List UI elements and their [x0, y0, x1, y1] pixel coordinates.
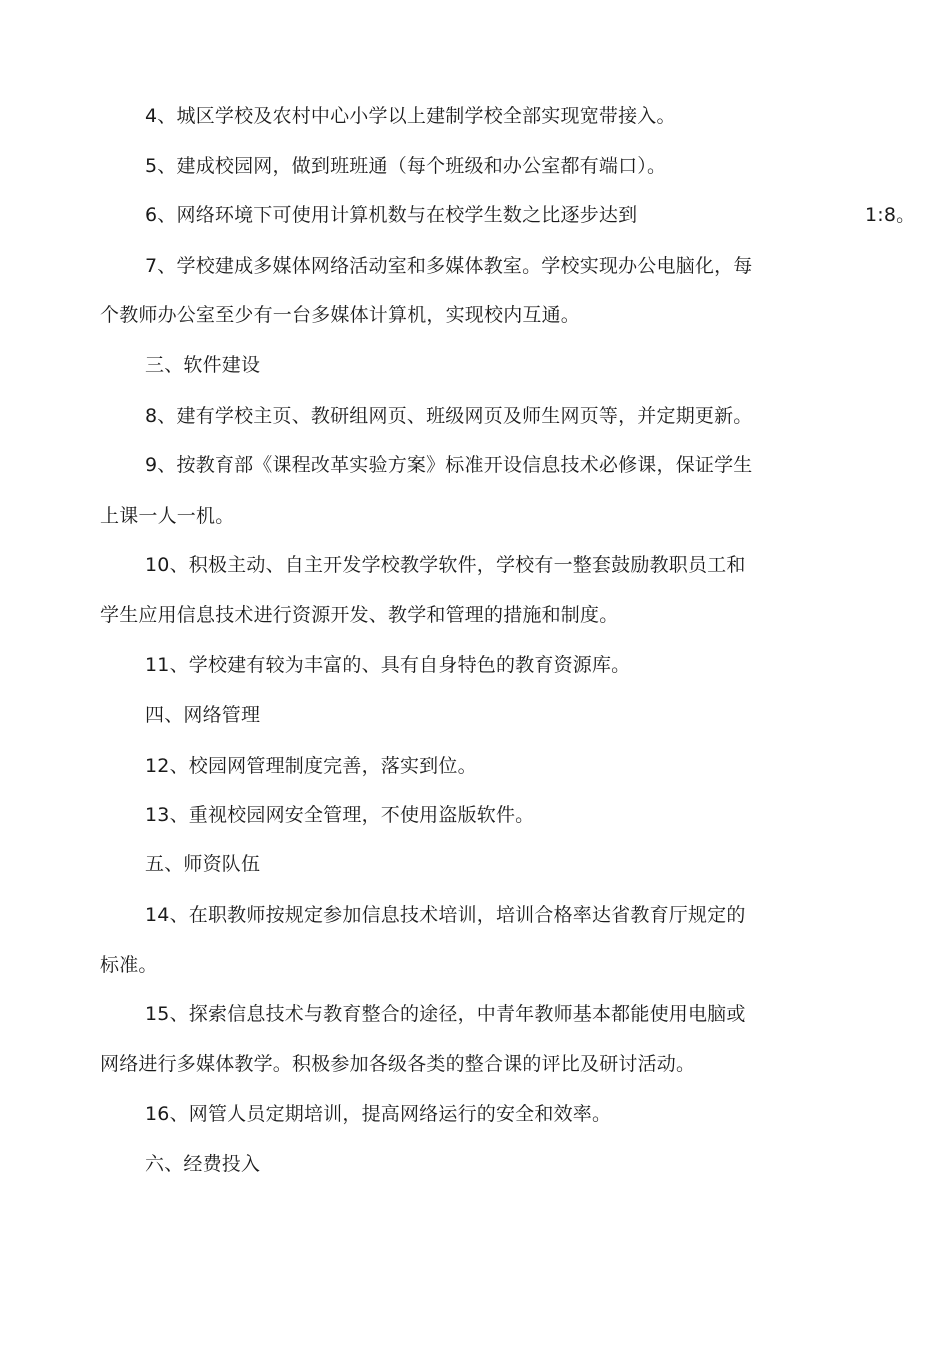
item-7-continued: 个教师办公室至少有一台多媒体计算机，实现校内互通。	[100, 304, 581, 326]
item-9: 9、按教育部《课程改革实验方案》标准开设信息技术必修课，保证学生	[145, 454, 753, 476]
item-5: 5、建成校园网，做到班班通（每个班级和办公室都有端口）。	[145, 155, 667, 177]
section-heading-network: 四、网络管理	[145, 704, 261, 726]
section-heading-funding: 六、经费投入	[145, 1153, 261, 1175]
section-heading-teachers: 五、师资队伍	[145, 853, 261, 875]
item-16: 16、网管人员定期培训，提高网络运行的安全和效率。	[145, 1103, 612, 1125]
item-6-ratio: 1:8。	[865, 204, 916, 226]
item-12: 12、校园网管理制度完善，落实到位。	[145, 755, 477, 777]
item-15-continued: 网络进行多媒体教学。积极参加各级各类的整合课的评比及研讨活动。	[100, 1053, 696, 1075]
item-10-continued: 学生应用信息技术进行资源开发、教学和管理的措施和制度。	[100, 604, 619, 626]
section-heading-software: 三、软件建设	[145, 354, 261, 376]
item-11: 11、学校建有较为丰富的、具有自身特色的教育资源库。	[145, 654, 631, 676]
item-6	[145, 201, 916, 229]
item-4: 4、城区学校及农村中心小学以上建制学校全部实现宽带接入。	[145, 105, 676, 127]
item-9-continued: 上课一人一机。	[100, 505, 235, 527]
item-7: 7、学校建成多媒体网络活动室和多媒体教室。学校实现办公电脑化，每	[145, 255, 753, 277]
item-8: 8、建有学校主页、教研组网页、班级网页及师生网页等，并定期更新。	[145, 405, 753, 427]
item-15: 15、探索信息技术与教育整合的途径，中青年教师基本都能使用电脑或	[145, 1003, 746, 1025]
item-14-continued: 标准。	[100, 954, 158, 976]
item-14: 14、在职教师按规定参加信息技术培训，培训合格率达省教育厅规定的	[145, 904, 746, 926]
item-10: 10、积极主动、自主开发学校教学软件，学校有一整套鼓励教职员工和	[145, 554, 746, 576]
item-13: 13、重视校园网安全管理，不使用盗版软件。	[145, 804, 535, 826]
item-6-text: 6、网络环境下可使用计算机数与在校学生数之比逐步达到	[145, 204, 638, 226]
